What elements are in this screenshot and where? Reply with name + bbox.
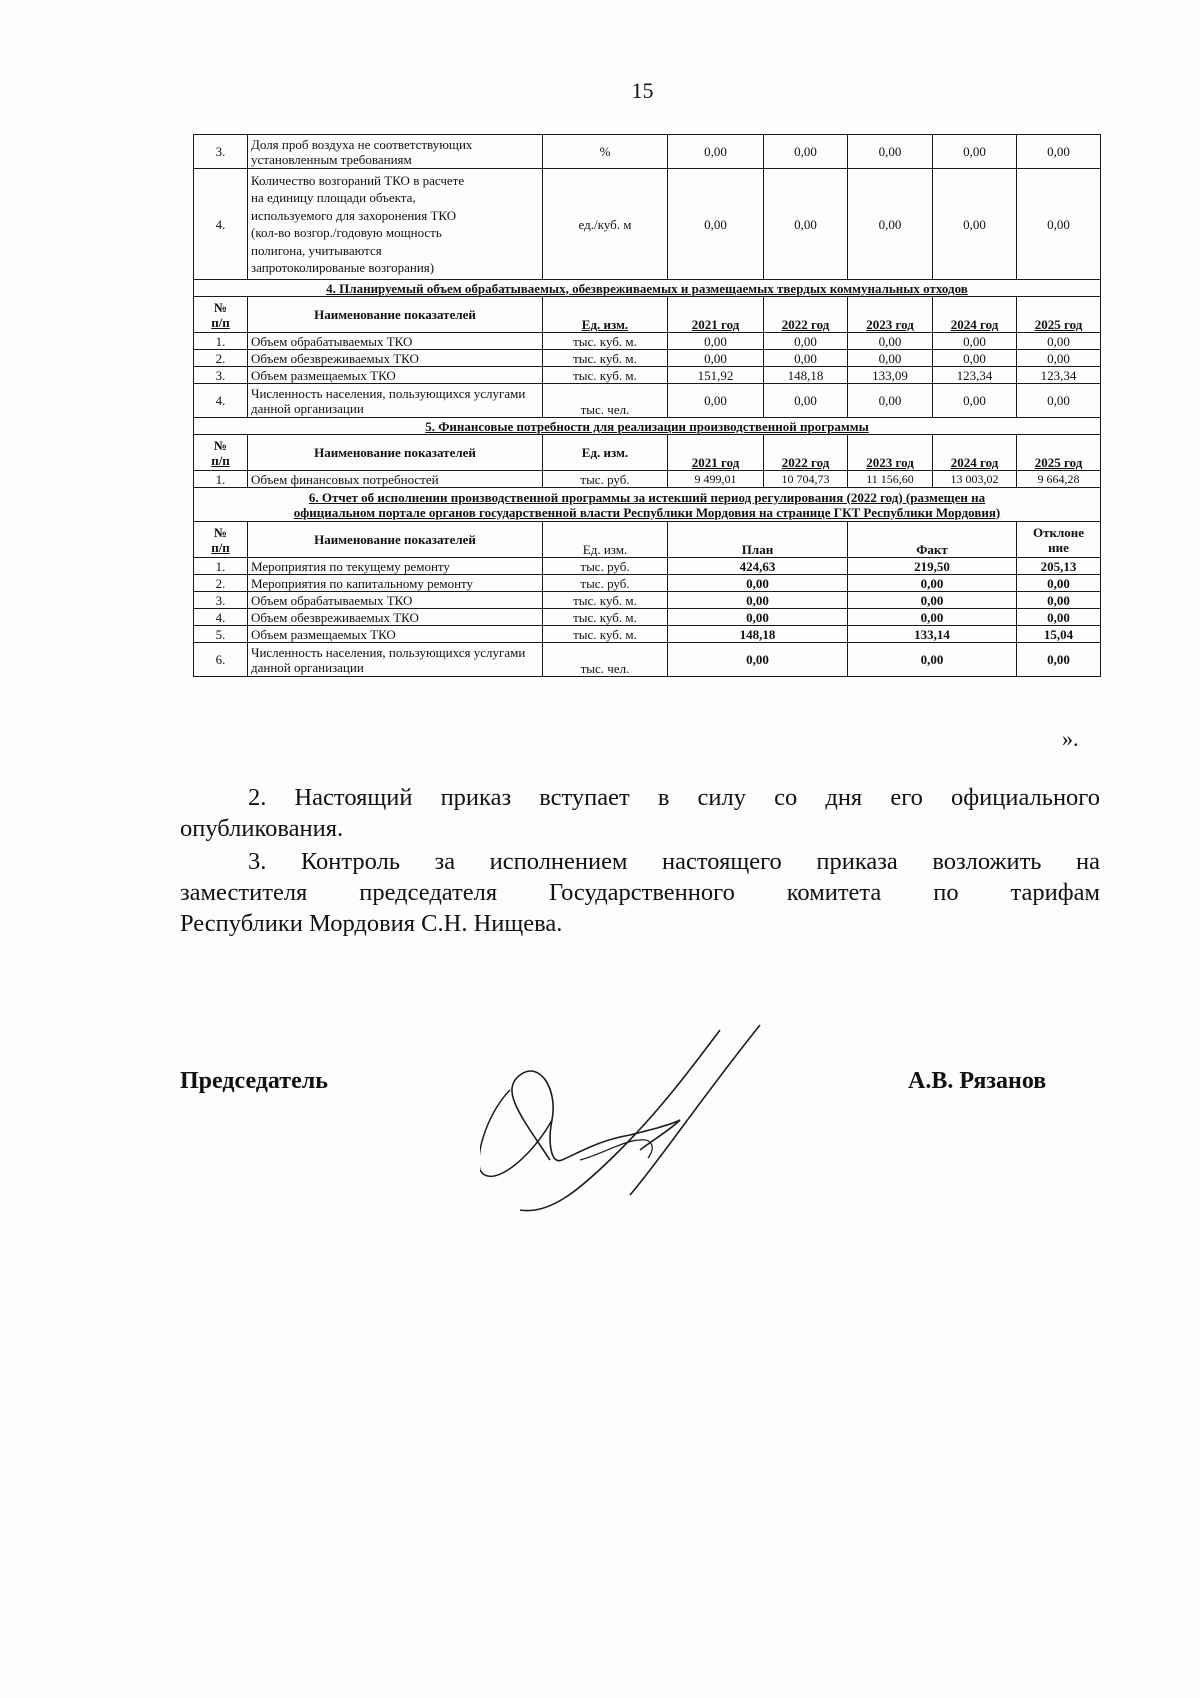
- plan-value: 0,00: [668, 609, 848, 626]
- header-year: 2025 год: [1017, 435, 1101, 471]
- fact-value: 0,00: [848, 643, 1017, 677]
- header-number-pp: п/п: [211, 539, 230, 555]
- value: 133,09: [848, 367, 933, 384]
- unit: тыс. чел.: [543, 384, 668, 418]
- value: 0,00: [764, 169, 848, 280]
- header-name: Наименование показателей: [248, 297, 543, 333]
- value: 0,00: [933, 333, 1017, 350]
- indicator-name: Мероприятия по текущему ремонту: [248, 558, 543, 575]
- indicator-name: Мероприятия по капитальному ремонту: [248, 575, 543, 592]
- header-number: [194, 297, 248, 333]
- header-year: 2025 год: [1017, 297, 1101, 333]
- indicator-name-line: запротоколированые возгорания): [251, 260, 435, 275]
- value: 148,18: [764, 367, 848, 384]
- indicator-name: [248, 135, 543, 169]
- fact-value: 133,14: [848, 626, 1017, 643]
- deviation-value: 205,13: [1017, 558, 1101, 575]
- value: 9 664,28: [1017, 471, 1101, 488]
- row-number: 1.: [194, 333, 248, 350]
- indicator-name: Численность населения, пользующихся услугами данной организации: [248, 643, 543, 677]
- header-deviation: [1017, 522, 1101, 558]
- unit: тыс. куб. м.: [543, 609, 668, 626]
- row-number: 3.: [194, 592, 248, 609]
- unit: %: [543, 135, 668, 169]
- plan-value: 424,63: [668, 558, 848, 575]
- value: 0,00: [848, 384, 933, 418]
- header-year: 2021 год: [668, 297, 764, 333]
- header-number-sign: №: [213, 524, 228, 540]
- indicator-name-line: (кол-во возгор./годовую мощность: [251, 225, 442, 240]
- value: 0,00: [1017, 135, 1101, 169]
- table-row: [194, 350, 1101, 367]
- value: 0,00: [848, 333, 933, 350]
- value: 0,00: [668, 135, 764, 169]
- unit: тыс. куб. м.: [543, 350, 668, 367]
- indicator-name-line: установленным требованиям: [251, 151, 412, 167]
- header-number-pp: п/п: [211, 452, 230, 468]
- header-name: Наименование показателей: [248, 435, 543, 471]
- paragraph-2: [180, 782, 1100, 844]
- unit: тыс. чел.: [543, 643, 668, 677]
- indicator-name-line: Доля проб воздуха не соответствующих: [251, 136, 473, 152]
- table-row: [194, 169, 1101, 280]
- unit: тыс. куб. м.: [543, 592, 668, 609]
- value: 151,92: [668, 367, 764, 384]
- indicator-name-line: используемого для захоронения ТКО: [251, 207, 457, 223]
- header-year: 2024 год: [933, 435, 1017, 471]
- value: 0,00: [848, 135, 933, 169]
- value: 0,00: [668, 333, 764, 350]
- value: 0,00: [933, 169, 1017, 280]
- header-year: 2023 год: [848, 435, 933, 471]
- row-number: 2.: [194, 350, 248, 367]
- fact-value: 0,00: [848, 609, 1017, 626]
- value: 0,00: [1017, 384, 1101, 418]
- table-header-row: [194, 522, 1101, 558]
- paragraph-3-line: заместителя председателя Государственного комитета по тарифам: [180, 879, 1100, 906]
- indicator-name: Объем обезвреживаемых ТКО: [248, 609, 543, 626]
- section-4-title: 4. Планируемый объем обрабатываемых, обезвреживаемых и размещаемых твердых коммунальных отходов: [194, 280, 1101, 297]
- paragraph-3: [180, 846, 1100, 939]
- row-number: 2.: [194, 575, 248, 592]
- indicators-table: [193, 134, 1101, 677]
- paragraph-2-line: опубликования.: [180, 815, 344, 842]
- header-fact: Факт: [848, 522, 1017, 558]
- header-year: 2023 год: [848, 297, 933, 333]
- table-header-row: [194, 297, 1101, 333]
- unit: тыс. куб. м.: [543, 626, 668, 643]
- row-number: 4.: [194, 609, 248, 626]
- plan-value: 148,18: [668, 626, 848, 643]
- paragraph-2-line: 2. Настоящий приказ вступает в силу со дня его официального: [248, 784, 1100, 811]
- header-year: 2021 год: [668, 435, 764, 471]
- table-header-row: [194, 435, 1101, 471]
- indicator-name: Численность населения, пользующихся услугами данной организации: [248, 384, 543, 418]
- header-unit: Ед. изм.: [543, 435, 668, 471]
- value: 0,00: [848, 350, 933, 367]
- header-number-sign: №: [213, 299, 228, 315]
- value: 0,00: [1017, 333, 1101, 350]
- table-row: [194, 592, 1101, 609]
- header-number: [194, 522, 248, 558]
- fact-value: 0,00: [848, 592, 1017, 609]
- header-name: Наименование показателей: [248, 522, 543, 558]
- value: 0,00: [764, 384, 848, 418]
- header-unit: Ед. изм.: [543, 297, 668, 333]
- value: 0,00: [764, 333, 848, 350]
- header-deviation-line: ние: [1048, 539, 1069, 555]
- row-number: 5.: [194, 626, 248, 643]
- plan-value: 0,00: [668, 643, 848, 677]
- table-row: [194, 367, 1101, 384]
- indicator-name: Объем обрабатываемых ТКО: [248, 333, 543, 350]
- header-year: 2022 год: [764, 297, 848, 333]
- header-number: [194, 435, 248, 471]
- indicator-name: Объем размещаемых ТКО: [248, 626, 543, 643]
- value: 0,00: [668, 169, 764, 280]
- section-6-title-line: 6. Отчет об исполнении производственной программы за истекший период регулирования (2022 год) (размещен на: [308, 489, 986, 505]
- value: 0,00: [668, 350, 764, 367]
- paragraph-3-line: Республики Мордовия С.Н. Нищева.: [180, 910, 563, 937]
- value: 123,34: [1017, 367, 1101, 384]
- table-row: [194, 558, 1101, 575]
- header-deviation-line: Отклоне: [1032, 524, 1085, 540]
- closing-quote: ».: [1062, 726, 1079, 751]
- indicator-name: Объем размещаемых ТКО: [248, 367, 543, 384]
- indicator-name: Объем обрабатываемых ТКО: [248, 592, 543, 609]
- unit: тыс. руб.: [543, 558, 668, 575]
- unit: тыс. куб. м.: [543, 367, 668, 384]
- table-row: [194, 575, 1101, 592]
- header-year: 2022 год: [764, 435, 848, 471]
- deviation-value: 0,00: [1017, 643, 1101, 677]
- value: 0,00: [1017, 169, 1101, 280]
- signatory-name: А.В. Рязанов: [908, 1068, 1047, 1094]
- header-number-pp: п/п: [211, 314, 230, 330]
- unit: тыс. куб. м.: [543, 333, 668, 350]
- deviation-value: 0,00: [1017, 575, 1101, 592]
- header-plan: План: [668, 522, 848, 558]
- deviation-value: 0,00: [1017, 592, 1101, 609]
- indicator-name-line: Количество возгораний ТКО в расчете: [251, 172, 465, 188]
- header-number-sign: №: [213, 437, 228, 453]
- section-5-title: 5. Финансовые потребности для реализации производственной программы: [194, 418, 1101, 435]
- row-number: 6.: [194, 643, 248, 677]
- unit: тыс. руб.: [543, 575, 668, 592]
- value: 10 704,73: [764, 471, 848, 488]
- value: 11 156,60: [848, 471, 933, 488]
- table-row: [194, 384, 1101, 418]
- table-row: [194, 643, 1101, 677]
- row-number: 1.: [194, 558, 248, 575]
- value: 0,00: [1017, 350, 1101, 367]
- plan-value: 0,00: [668, 592, 848, 609]
- page-number: 15: [631, 78, 654, 103]
- table-row: [194, 609, 1101, 626]
- value: 0,00: [933, 350, 1017, 367]
- indicator-name: Объем обезвреживаемых ТКО: [248, 350, 543, 367]
- value: 0,00: [764, 350, 848, 367]
- table-row: [194, 626, 1101, 643]
- unit: тыс. руб.: [543, 471, 668, 488]
- value: 123,34: [933, 367, 1017, 384]
- signatory-title: Председатель: [180, 1068, 328, 1094]
- value: 13 003,02: [933, 471, 1017, 488]
- row-number: 1.: [194, 471, 248, 488]
- fact-value: 219,50: [848, 558, 1017, 575]
- value: 0,00: [848, 169, 933, 280]
- unit: ед./куб. м: [543, 169, 668, 280]
- table-row: [194, 135, 1101, 169]
- table-row: [194, 333, 1101, 350]
- value: 0,00: [933, 135, 1017, 169]
- row-number: 3.: [194, 367, 248, 384]
- row-number: 3.: [194, 135, 248, 169]
- indicator-name-line: на единицу площади объекта,: [251, 190, 416, 205]
- indicator-name: [248, 169, 543, 280]
- value: 9 499,01: [668, 471, 764, 488]
- indicator-name-line: полигона, учитываются: [251, 242, 382, 258]
- header-unit: Ед. изм.: [543, 522, 668, 558]
- handwritten-signature: [480, 1020, 820, 1240]
- indicator-name: Объем финансовых потребностей: [248, 471, 543, 488]
- section-6-title-line: официальном портале органов государственной власти Республики Мордовия на странице ГКТ Республики Мордовия): [293, 504, 1001, 520]
- paragraph-3-line: 3. Контроль за исполнением настоящего приказа возложить на: [248, 848, 1100, 875]
- value: 0,00: [764, 135, 848, 169]
- row-number: 4.: [194, 169, 248, 280]
- section-6-title: [194, 488, 1101, 522]
- plan-value: 0,00: [668, 575, 848, 592]
- value: 0,00: [668, 384, 764, 418]
- deviation-value: 0,00: [1017, 609, 1101, 626]
- fact-value: 0,00: [848, 575, 1017, 592]
- table-row: [194, 471, 1101, 488]
- row-number: 4.: [194, 384, 248, 418]
- value: 0,00: [933, 384, 1017, 418]
- header-year: 2024 год: [933, 297, 1017, 333]
- deviation-value: 15,04: [1017, 626, 1101, 643]
